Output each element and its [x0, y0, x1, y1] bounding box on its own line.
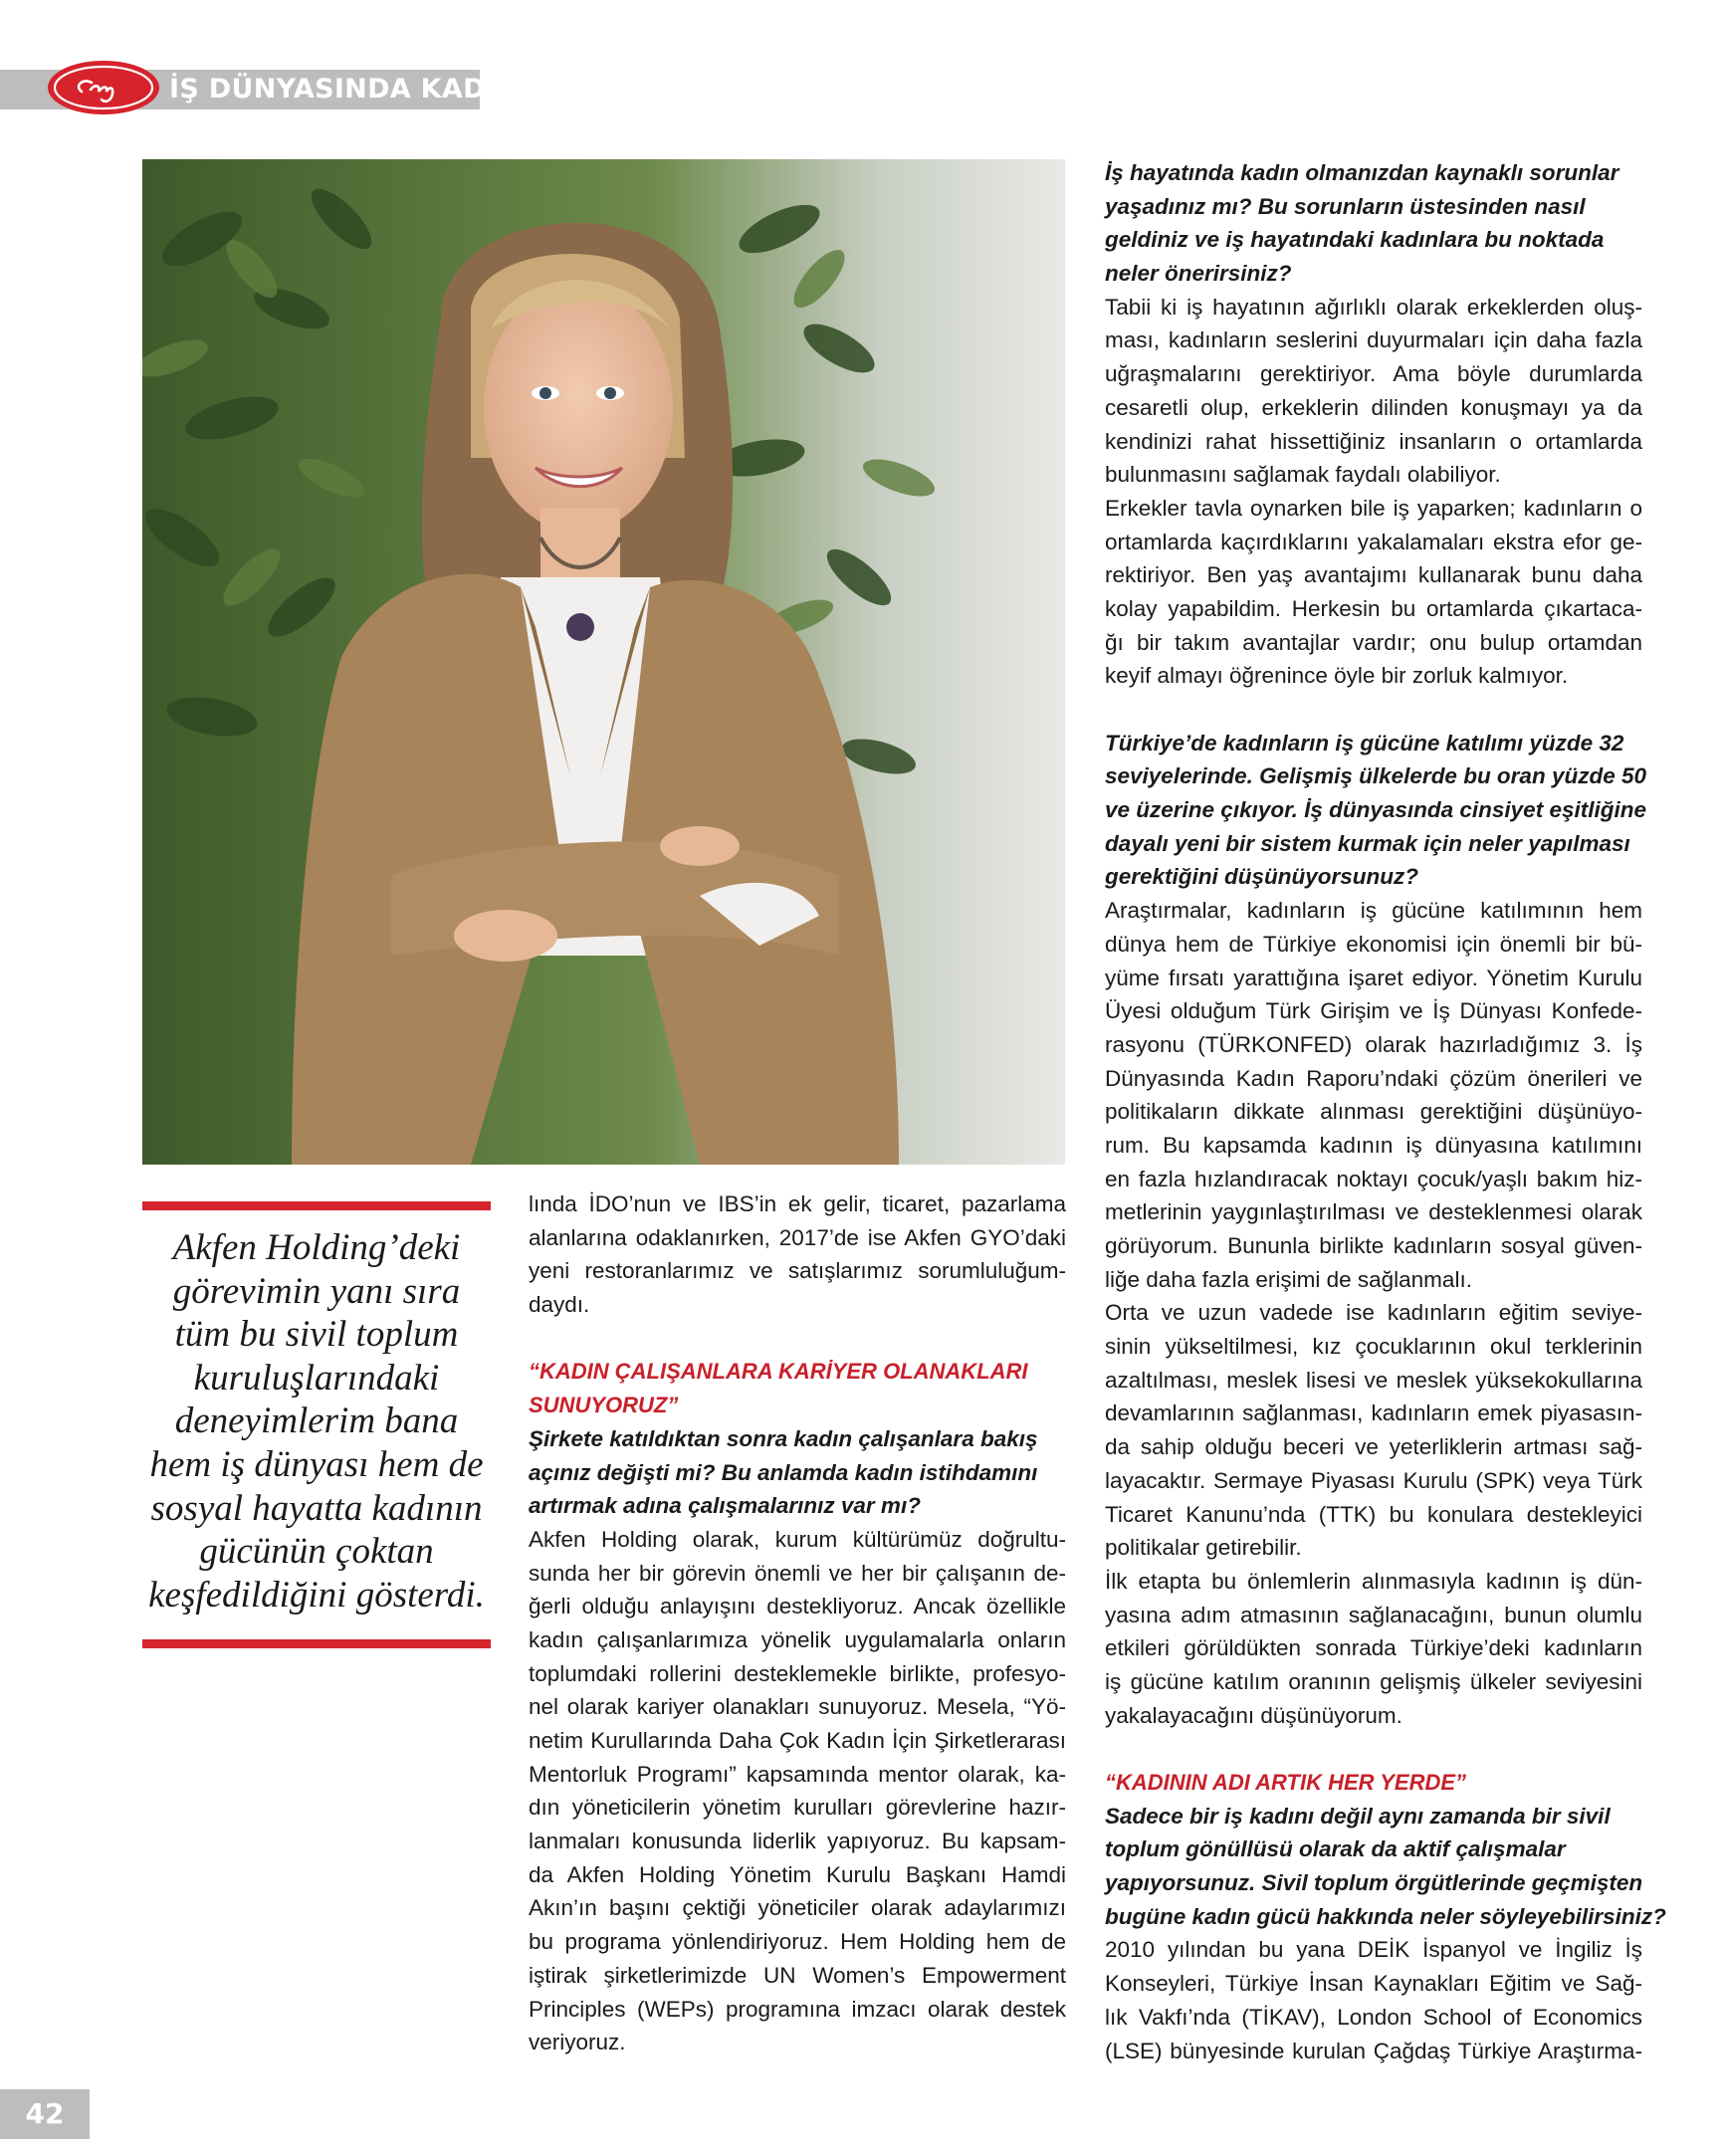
body-line: görüyorum. Bununla birlikte kadınların sosyal güven- — [1105, 1233, 1642, 1258]
body-line: yeni restoranlarımız ve satışlarımız sorumluluğum- — [529, 1258, 1066, 1284]
interview-question: yapıyorsunuz. Sivil toplum örgütlerinde geçmişten — [1105, 1870, 1643, 1896]
pull-quote-line: tüm bu sivil toplum — [174, 1314, 459, 1356]
body-line: Erkekler tavla oynarken bile iş yaparken; kadınların o — [1105, 495, 1642, 521]
body-line: ması, kadınların seslerini duyurmaları için daha fazla — [1105, 327, 1642, 353]
body-line: yakalayacağını düşünüyorum. — [1105, 1702, 1402, 1728]
body-line: iş gücüne katılım oranının gelişmiş ülkeler seviyesini — [1105, 1668, 1642, 1694]
body-line: Dünyasında Kadın Raporu’ndaki çözüm önerileri ve — [1105, 1065, 1642, 1091]
body-line: bulunmasını sağlamak faydalı olabiliyor. — [1105, 462, 1501, 488]
body-line: Akın’ın başını çektiği yöneticiler olarak adaylarımızı — [529, 1895, 1066, 1921]
body-line: Principles (WEPs) programına imzacı olarak destek — [529, 1996, 1066, 2022]
body-line: Tabii ki iş hayatının ağırlıklı olarak erkeklerden oluş- — [1105, 294, 1642, 320]
magazine-logo — [44, 56, 163, 119]
body-line: layacaktır. Sermaye Piyasası Kurulu (SPK) veya Türk — [1105, 1467, 1642, 1493]
body-line: iştirak şirketlerimizde UN Women’s Empowerment — [529, 1962, 1066, 1988]
pull-quote-line: görevimin yanı sıra — [172, 1270, 461, 1312]
interview-question: açınız değişti mi? Bu anlamda kadın istihdamını — [529, 1459, 1038, 1485]
body-line: rum. Bu kapsamda kadının iş dünyasına katılımını — [1105, 1132, 1642, 1158]
body-line: sinin yükseltilmesi, kız çocuklarının okul terklerinin — [1105, 1334, 1642, 1360]
article-column-right — [1105, 156, 1666, 2067]
pull-quote-line: keşfedildiğini gösterdi. — [148, 1574, 485, 1616]
body-line: dın yöneticilerin yönetim kurulları görevlerine hazır- — [529, 1795, 1066, 1821]
body-line: devamlarının sağlanması, kadınların emek piyasasın- — [1105, 1401, 1642, 1426]
body-line: lında İDO’nun ve IBS’in ek gelir, ticaret, pazarlama — [529, 1191, 1066, 1216]
interview-question: ve üzerine çıkıyor. İş dünyasında cinsiyet eşitliğine — [1105, 797, 1646, 823]
pull-quote-line: deneyimlerim bana — [174, 1401, 459, 1442]
body-line: nel olarak kariyer olanakları sunuyoruz. Mesela, “Yö- — [529, 1694, 1066, 1720]
body-line: Mentorluk Programı” kapsamında mentor olarak, ka- — [529, 1761, 1066, 1787]
section-title: İŞ DÜNYASINDA KADIN — [169, 74, 520, 105]
interview-question: Türkiye’de kadınların iş gücüne katılımı yüzde 32 — [1105, 730, 1624, 755]
portrait-photo — [142, 159, 1065, 1165]
body-line: Araştırmalar, kadınların iş gücüne katılımının hem — [1105, 898, 1642, 924]
interview-question: neler önerirsiniz? — [1105, 261, 1292, 287]
body-line: netim Kurullarında Daha Çok Kadın İçin Şirketlerarası — [529, 1728, 1066, 1753]
body-line: ğerli olduğu anlayışını destekliyoruz. Ancak özellikle — [529, 1594, 1066, 1619]
interview-question: İş hayatında kadın olmanızdan kaynaklı sorunlar — [1105, 160, 1619, 185]
body-line: en fazla hızlandıracak noktayı çocuk/yaşlı bakım hiz- — [1105, 1166, 1642, 1191]
body-line: politikaların dikkate alınması gerektiğini düşünüyo- — [1105, 1099, 1642, 1125]
pull-quote-line: gücünün çoktan — [199, 1531, 434, 1573]
body-line: veriyoruz. — [529, 2030, 626, 2055]
body-line: ğı bir takım avantajlar vardır; onu bulup ortamdan — [1105, 629, 1642, 655]
pull-quote-rule-bottom — [142, 1639, 491, 1648]
body-line: Konseyleri, Türkiye İnsan Kaynakları Eğitim ve Sağ- — [1105, 1971, 1642, 1997]
interview-question: yaşadınız mı? Bu sorunların üstesinden nasıl — [1105, 193, 1586, 219]
interview-question: dayalı yeni bir sistem kurmak için neler yapılması — [1105, 830, 1630, 856]
body-line: etkileri görüldükten sonrada Türkiye’deki kadınların — [1105, 1635, 1642, 1661]
interview-question: gerektiğini düşünüyorsunuz? — [1105, 864, 1419, 890]
body-line: lık Vakfı’nda (TİKAV), London School of Economics — [1105, 2004, 1642, 2030]
interview-question: Şirkete katıldıktan sonra kadın çalışanlara bakış — [529, 1425, 1038, 1451]
body-line: İlk etapta bu önlemlerin alınmasıyla kadının iş dün- — [1105, 1568, 1642, 1594]
interview-question: Sadece bir iş kadını değil aynı zamanda bir sivil — [1105, 1803, 1611, 1829]
body-line: Orta ve uzun vadede ise kadınların eğitim seviye- — [1105, 1300, 1642, 1326]
subheading: “KADININ ADI ARTIK HER YERDE” — [1105, 1770, 1467, 1795]
body-line: ortamlarda kaçırdıklarını yakalamaları ekstra efor ge- — [1105, 529, 1642, 554]
body-line: cesaretli olup, erkeklerin dilinden konuşmayı ya da — [1105, 394, 1642, 420]
body-line: dünya hem de Türkiye ekonomisi için önemli bir bü- — [1105, 931, 1642, 957]
body-line: lanmaları konusunda liderlik yapıyoruz. Bu kapsam- — [529, 1829, 1066, 1854]
body-line: metlerinin yaygınlaştırılması ve desteklenmesi olarak — [1105, 1199, 1642, 1225]
page-number: 42 — [0, 2089, 90, 2139]
body-line: azaltılması, meslek lisesi ve meslek yüksekokullarına — [1105, 1367, 1642, 1393]
body-line: uğraşmalarını gerektiriyor. Ama böyle durumlarda — [1105, 361, 1642, 387]
interview-question: artırmak adına çalışmalarınız var mı? — [529, 1493, 921, 1519]
pull-quote-line: hem iş dünyası hem de — [149, 1443, 484, 1485]
body-line: politikalar getirebilir. — [1105, 1535, 1302, 1561]
body-line: daydı. — [529, 1292, 590, 1318]
body-line: da Akfen Holding Yönetim Kurulu Başkanı Hamdi — [529, 1861, 1066, 1887]
interview-question: toplum gönüllüsü olarak da aktif çalışmalar — [1105, 1836, 1566, 1862]
body-line: keyif almayı öğrenince öyle bir zorluk kalmıyor. — [1105, 663, 1569, 689]
pull-quote — [142, 1226, 491, 1617]
body-line: Akfen Holding olarak, kurum kültürümüz doğrultu- — [529, 1526, 1066, 1552]
body-line: kadın çalışanlarımıza yönelik uygulamalarla onların — [529, 1626, 1066, 1652]
body-line: Ticaret Kanunu’nda (TTK) bu konulara destekleyici — [1105, 1501, 1642, 1527]
interview-question: geldiniz ve iş hayatındaki kadınlara bu noktada — [1105, 227, 1605, 253]
interview-question: seviyelerinde. Gelişmiş ülkelerde bu oran yüzde 50 — [1105, 763, 1646, 789]
pull-quote-line: sosyal hayatta kadının — [150, 1487, 483, 1529]
body-line: 2010 yılından bu yana DEİK İspanyol ve İngiliz İş — [1105, 1937, 1642, 1963]
body-line: alanlarına odaklanırken, 2017’de ise Akfen GYO’daki — [529, 1224, 1066, 1250]
body-line: bu programa yönlendiriyoruz. Hem Holding hem de — [529, 1929, 1066, 1955]
interview-question: bugüne kadın gücü hakkında neler söyleyebilirsiniz? — [1105, 1903, 1666, 1929]
pull-quote-line: kuruluşlarındaki — [193, 1357, 440, 1399]
pull-quote-line: Akfen Holding’deki — [172, 1227, 461, 1268]
body-line: kendinizi rahat hissettiğiniz insanların o ortamlarda — [1105, 428, 1642, 454]
body-line: yasına adım atmasının sağlanacağını, bunun olumlu — [1105, 1602, 1642, 1627]
body-line: rektiriyor. Ben yaş avantajımı kullanarak bunu daha — [1105, 562, 1642, 588]
subheading: SUNUYORUZ” — [529, 1393, 679, 1418]
body-line: (LSE) bünyesinde kurulan Çağdaş Türkiye Araştırma- — [1105, 2038, 1642, 2063]
article-column-middle — [529, 1187, 1066, 2059]
body-line: kolay yapabildim. Herkesin bu ortamlarda çıkartaca- — [1105, 595, 1642, 621]
body-line: rasyonu (TÜRKONFED) olarak hazırladığımız 3. İş — [1105, 1031, 1642, 1057]
body-line: sunda her bir görevin önemli ve her bir çalışanın de- — [529, 1560, 1066, 1586]
body-line: toplumdaki rollerini desteklemekle birlikte, profesyo- — [529, 1660, 1066, 1686]
body-line: yüme fırsatı yarattığına işaret ediyor. Yönetim Kurulu — [1105, 965, 1642, 990]
pull-quote-rule-top — [142, 1201, 491, 1210]
body-line: da sahip olduğu beceri ve yeterliklerin artması sağ- — [1105, 1434, 1642, 1460]
body-line: Üyesi olduğum Türk Girişim ve İş Dünyası Konfede- — [1105, 998, 1642, 1024]
subheading: “KADIN ÇALIŞANLARA KARİYER OLANAKLARI — [529, 1359, 1028, 1385]
body-line: liğe daha fazla erişimi de sağlanmalı. — [1105, 1266, 1472, 1292]
